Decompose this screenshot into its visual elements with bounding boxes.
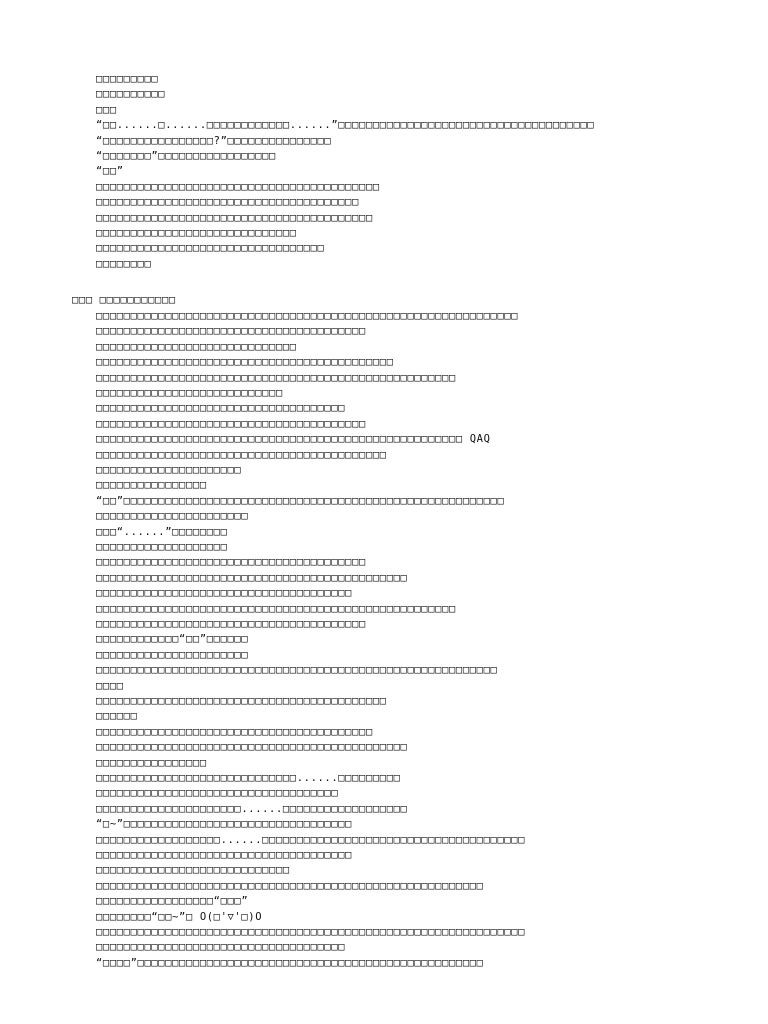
text-line: □□□□□□□□□□□□□□□□ (96, 479, 207, 492)
text-line: □□□□□□□□□□□□□□□□□□□□□□□□□□□□□□□□□□□□□□□□□□□□□□□□□□□□□□□□ (96, 879, 484, 892)
text-line: □□□□□□□□ (96, 257, 152, 270)
text-line: □□□□□□□□□□□□□□□□□□□□□......□□□□□□□□□□□□□□□□□□ (96, 802, 408, 815)
text-line: “□~”□□□□□□□□□□□□□□□□□□□□□□□□□□□□□□□□□ (96, 818, 353, 831)
text-line: □□□□□□□□□□□□□□□□□□□□□□□□□□□□□□□□□□□□□□□□□□□□□□□□□□□□□ QAQ (96, 433, 491, 446)
text-line: □□□□□□ (96, 710, 138, 723)
text-line: □□□□□□□□□□□□□□□□□□□□□□ (96, 648, 249, 661)
text-line: □□□□□□□□□□□□□□□□□□□□□□□□□□□□□□□□□□□ (96, 787, 339, 800)
text-line: □□□□□□□□□□□□□□□□□□□□□□□□□□□□□□□□□ (96, 242, 325, 255)
text-line: □□□□□□□□□□□□□□□□□□□□□□□□□□□ (96, 387, 283, 399)
text-line: □□□□□□□□□□□□□□□□□□□□□□□□□□□□□□□□□□□□□□□□ (96, 725, 373, 738)
text-line: “□□□□□□□□□□□□□□□□?”□□□□□□□□□□□□□□□ (96, 134, 332, 147)
text-line: □□□□ (96, 679, 124, 692)
text-line: □□□□□□□□□□□□□□□□□□□□□□□□□□□□□□□□□□□□□□□ (96, 618, 366, 630)
text-line: □□□□□□□□□□□□□□□□□□□□□□□□□□□□□□□□□□□□□□□□□□□□□□□□□□□□□□□□□□□□□ (96, 310, 519, 322)
text-line: □□□□□□□□□□□□□□□□□□□□□□□□□□□□□□□□□□□□□□□□□□□ (96, 356, 394, 369)
text-line: “□□” (96, 165, 124, 178)
text-line: □□□□□□□□□□□□□□□□□□□□□□ (96, 510, 249, 523)
text-line: □□□□□□□□□□□□□□□□□□□□□□□□□□□□□□□□□□□□□□□□□□□□□ (96, 741, 408, 754)
text-line: □□□□□□□□□□□□□□□□□□□□□□□□□□□□□□□□□□□□□□□ (96, 325, 366, 338)
text-line: □□□□□□□□□□□□“□□”□□□□□□ (96, 633, 249, 646)
text-line: □□□□□□□□□□□□□□□□□□□□□□□□□□□□□□□□□□□□□□□□□ (96, 180, 380, 193)
section-heading: □□□ □□□□□□□□□□□ (72, 294, 176, 306)
text-line: □□□□□□□□□□□□□□□□□□□□□□□□□□□□□□□□□□□□□□□□□□ (96, 448, 387, 461)
text-line: □□□□□□□□□□□□□□□□□□□□□ (96, 464, 242, 476)
text-line: “□□......□......□□□□□□□□□□□□......”□□□□□□□□□□□□□□□□□□□□□□□□□□□□□□□□□□□□□ (96, 119, 595, 132)
text-line: □□□□□□□□□□□□□□□□□□□□□□□□□□□□□ (96, 340, 297, 353)
text-line: “□□”□□□□□□□□□□□□□□□□□□□□□□□□□□□□□□□□□□□□□□□□□□□□□□□□□□□□□□□ (96, 494, 505, 507)
text-line: □□□□□□□□□□□□□□□□□□□□□□□□□□□□□□□□□□□□□ (96, 849, 353, 861)
text-line: □□□□□□□□□□□□□□□□□□□□□□□□□□□□□□□□□□□□□□□□ (96, 211, 373, 224)
text-line: □□□□□□□□□□□□□□□□□□□□□□□□□□□□□□□□□□□□□ (96, 587, 353, 600)
text-line: □□□□□□□□“□□~”□ O(□'▽'□)O (96, 910, 263, 923)
text-line: □□□□□□□□□□□□□□□□□□□□□□□□□□□□□□□□□□□□□□ (96, 196, 360, 209)
text-line: □□□□□□□□□□ (96, 88, 166, 101)
text-line: □□□□□□□□□□□□□□□□□□□□□□□□□□□□□□□□□□□□□□□ (96, 417, 366, 430)
text-line: “□□□□”□□□□□□□□□□□□□□□□□□□□□□□□□□□□□□□□□□□□□□□□□□□□□□□□□□ (96, 956, 484, 969)
text-line: □□□□□□□□□□□□□□□□□□□□□□□□□□□□□□□□□□□□□□□□□□ (96, 695, 387, 707)
text-line: □□□“......”□□□□□□□□ (96, 525, 228, 538)
text-line: □□□□□□□□□□□□□□□□□□□□□□□□□□□□□□□□□□□□ (96, 941, 346, 954)
text-line: □□□□□□□□□□□□□□□□□□□□□□□□□□□□□......□□□□□□□□□ (96, 772, 401, 784)
text-line: □□□□□□□□□□□□□□□□□□□□□□□□□□□□□□□□□□□□□□□□□□□□□ (96, 571, 408, 584)
text-line: □□□□□□□□□□□□□□□□□“□□□” (96, 895, 249, 908)
text-line: □□□□□□□□□□□□□□□□□□□ (96, 541, 228, 553)
text-line: □□□□□□□□□□□□□□□□ (96, 756, 207, 769)
text-line: □□□ (96, 103, 117, 116)
text-line: □□□□□□□□□□□□□□□□□□□□□□□□□□□□□□□□□□□□□□□ (96, 556, 366, 569)
text-line: □□□□□□□□□□□□□□□□□□□□□□□□□□□□ (96, 864, 290, 877)
text-line: “□□□□□□□”□□□□□□□□□□□□□□□□□ (96, 150, 276, 162)
text-line: □□□□□□□□□ (96, 73, 159, 85)
text-line: □□□□□□□□□□□□□□□□□□□□□□□□□□□□□□□□□□□□□□□□□□□□□□□□□□□□ (96, 371, 456, 384)
text-line: □□□□□□□□□□□□□□□□□□□□□□□□□□□□□□□□□□□□ (96, 402, 346, 415)
text-line: □□□□□□□□□□□□□□□□□□□□□□□□□□□□□□□□□□□□□□□□□□□□□□□□□□□□□□□□□□ (96, 664, 498, 677)
text-line: □□□□□□□□□□□□□□□□□□□□□□□□□□□□□□□□□□□□□□□□□□□□□□□□□□□□□□□□□□□□□□ (96, 926, 526, 938)
text-line: □□□□□□□□□□□□□□□□□□......□□□□□□□□□□□□□□□□□□□□□□□□□□□□□□□□□□□□□□ (96, 833, 526, 846)
text-line: □□□□□□□□□□□□□□□□□□□□□□□□□□□□□□□□□□□□□□□□□□□□□□□□□□□□ (96, 602, 456, 615)
text-line: □□□□□□□□□□□□□□□□□□□□□□□□□□□□□ (96, 227, 297, 239)
